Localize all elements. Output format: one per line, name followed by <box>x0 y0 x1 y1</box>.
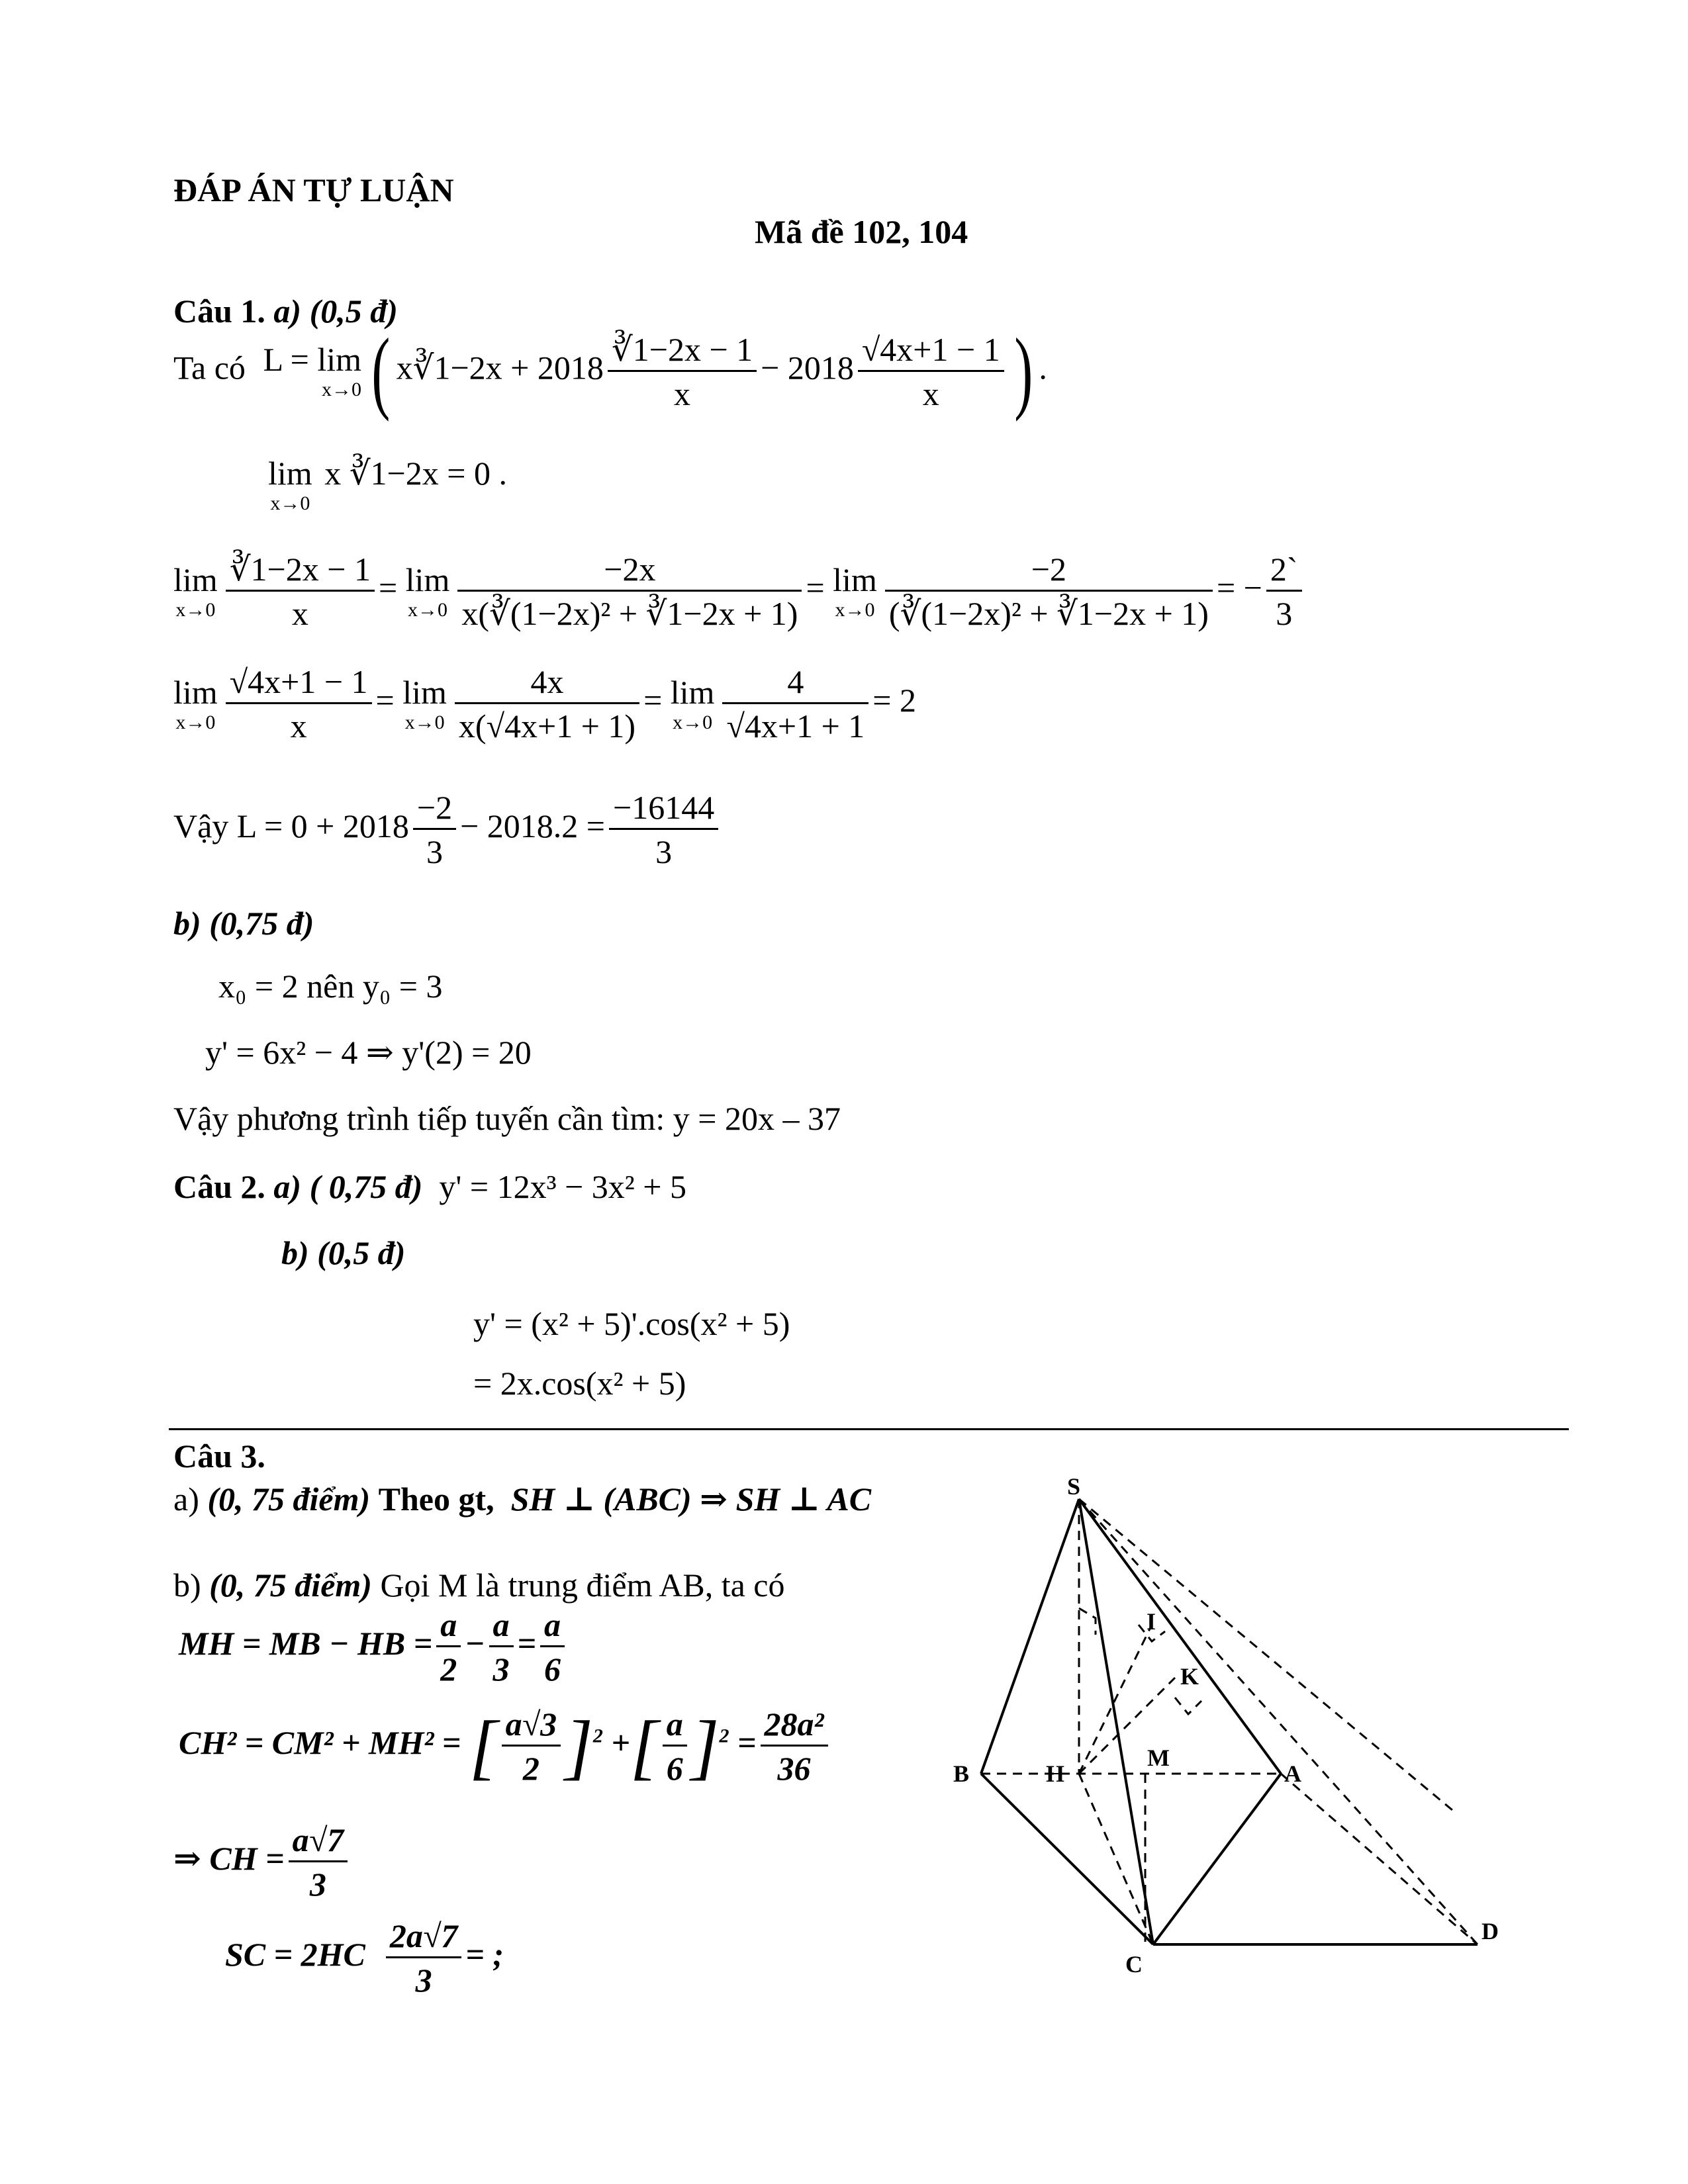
edge-AC <box>1153 1774 1281 1944</box>
label-K: K <box>1180 1663 1199 1690</box>
label-A: A <box>1284 1760 1301 1787</box>
cau3-ch: ⇒ CH = $\frac{a√7}{3}$ <box>173 1823 352 1901</box>
cau3-mh: MH = MB − HB = $\frac{a}{2}$ − $\frac{a}{3}$ = $\frac{a}{6}$ <box>179 1608 569 1686</box>
cau1-L-definition: Ta có L = lim x→0 ( x∛1−2x + 2018 $\frac{∛1-2x - 1}{x}$ − 2018 $\frac{√4x+1 - 1}{x}$ ) . <box>173 320 1047 422</box>
cau1-b-line3: Vậy phương trình tiếp tuyến cần tìm: y = 20x – 37 <box>173 1100 841 1137</box>
cau3-ch2: CH² = CM² + MH² = [ $\frac{a√3}{2}$ ]$^2$ +[ $\frac{a}{6}$ ]$^2$ = $\frac{\text{28a²}}{36}$ <box>179 1707 832 1785</box>
segment-SD <box>1079 1499 1477 1944</box>
cau2-a: Câu 2. a) ( 0,75 đ) y' = 12x³ − 3x² + 5 <box>173 1168 686 1205</box>
segment-AD <box>1281 1774 1477 1944</box>
edge-BC <box>981 1774 1153 1944</box>
cau1-limit-square-root: lim x→0 $\frac{√4x+1 - 1}{x}$ = lim x→0 $\frac{4x}{x(√4x+1 + 1)}$ = lim x→0 $\frac{4}{√4x+1 + 1}$ = 2 <box>173 663 916 745</box>
label-I: I <box>1147 1608 1156 1635</box>
cau1-limit-cube-root: lim x→0 $\frac{∛1-2x - 1}{x}$ = lim x→0 $\frac{-2x}{\text{x(∛(1−2x)² + ∛1−2x + 1)}}$ = lim x→0 $\frac{-2}{\text{(∛(1−2x)² + ∛1−2x + 1)}}$ = − $\frac{2`}{3}$ <box>173 553 1306 630</box>
label-S: S <box>1067 1473 1081 1500</box>
cau2-b-line1: y' = (x² + 5)'.cos(x² + 5) <box>473 1305 790 1342</box>
edge-SC <box>1079 1499 1153 1944</box>
page-title: ĐÁP ÁN TỰ LUẬN <box>173 171 454 208</box>
cau2-part-b-heading: b) (0,5 đ) <box>281 1234 406 1271</box>
exam-code: Mã đề 102, 104 <box>755 213 968 250</box>
label-M: M <box>1147 1745 1170 1771</box>
cau3-sc: SC = 2HC $\frac{2a√7}{3}$ = ; <box>225 1917 504 1999</box>
cau1-b-line1: x₀ = 2 nên y₀ = 3 <box>218 968 443 1005</box>
cau1-b-line2: y' = 6x² − 4 ⇒ y'(2) = 20 <box>205 1034 532 1071</box>
cau1-limit-first-term: lim x→0 x ∛1−2x = 0 . <box>268 455 507 514</box>
edge-SA <box>1079 1499 1281 1774</box>
cau3-a: a) (0, 75 điểm) Theo gt, SH ⊥ (ABC) ⇒ SH ⊥ AC <box>173 1480 872 1518</box>
cau1-result: Vậy L = 0 + 2018 $\frac{-2}{3}$ − 2018.2 = $\frac{-16144}{3}$ <box>173 791 722 868</box>
cau3-heading: Câu 3. <box>173 1437 265 1475</box>
label-C: C <box>1125 1951 1143 1978</box>
label-B: B <box>953 1760 970 1787</box>
cau1-heading: Câu 1. a) (0,5 đ) <box>173 293 398 330</box>
label-H: H <box>1046 1760 1065 1787</box>
cau3-b: b) (0, 75 điểm) Gọi M là trung điểm AB, ta có <box>173 1567 785 1604</box>
right-angle-K-mark <box>1175 1698 1201 1714</box>
edge-SB <box>981 1499 1079 1774</box>
label-D: D <box>1481 1918 1499 1944</box>
segment-HI <box>1079 1625 1152 1774</box>
cau2-b-line2: = 2x.cos(x² + 5) <box>473 1365 686 1402</box>
right-angle-H-mark <box>1079 1608 1096 1635</box>
cau1-part-b-heading: b) (0,75 đ) <box>173 905 314 942</box>
segment-HC <box>1079 1774 1153 1944</box>
